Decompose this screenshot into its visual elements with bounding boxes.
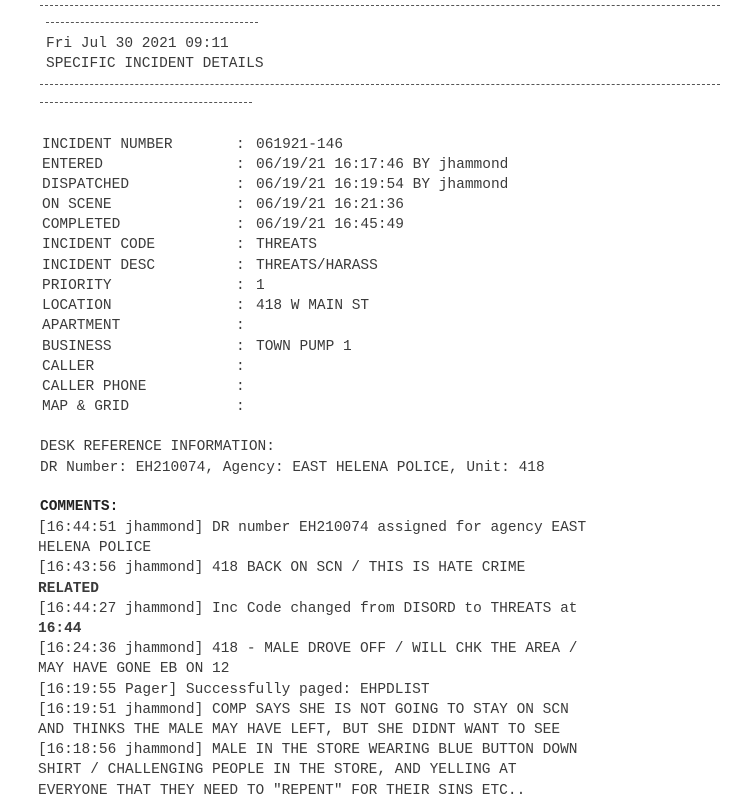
comment-line: HELENA POLICE (38, 540, 152, 557)
colon: : (236, 318, 245, 334)
comment-line: RELATED (38, 580, 99, 597)
value-on-scene: 06/19/21 16:21:36 (256, 197, 404, 213)
separator-line (40, 102, 252, 103)
comments-list (38, 518, 738, 801)
label-location: LOCATION (42, 298, 112, 314)
label-apartment: APARTMENT (42, 318, 121, 334)
comment-line: [16:19:55 Pager] Successfully paged: EHPDLIST (38, 681, 430, 698)
label-incident-code: INCIDENT CODE (42, 237, 156, 253)
comment-line: [16:19:51 jhammond] COMP SAYS SHE IS NOT GOING TO STAY ON SCN (38, 701, 569, 718)
label-caller: CALLER (42, 359, 95, 375)
colon: : (236, 379, 245, 395)
comment-line: [16:43:56 jhammond] 418 BACK ON SCN / THIS IS HATE CRIME (38, 560, 526, 577)
value-incident-code: THREATS (256, 237, 317, 253)
comment-line: [16:24:36 jhammond] 418 - MALE DROVE OFF / WILL CHK THE AREA / (38, 641, 578, 658)
colon: : (236, 359, 245, 375)
value-incident-desc: THREATS/HARASS (256, 258, 378, 274)
report-date: Fri Jul 30 2021 09:11 (46, 36, 229, 52)
value-priority: 1 (256, 278, 265, 294)
label-on-scene: ON SCENE (42, 197, 112, 213)
separator-line (40, 5, 720, 6)
label-completed: COMPLETED (42, 217, 121, 233)
value-dispatched: 06/19/21 16:19:54 BY jhammond (256, 177, 509, 193)
colon: : (236, 137, 245, 153)
colon: : (236, 237, 245, 253)
label-incident-number: INCIDENT NUMBER (42, 137, 173, 153)
value-entered: 06/19/21 16:17:46 BY jhammond (256, 157, 509, 173)
desk-reference-heading: DESK REFERENCE INFORMATION: (40, 439, 275, 455)
comment-line: EVERYONE THAT THEY NEED TO "REPENT" FOR THEIR SINS ETC.. (38, 782, 526, 799)
comment-line: [16:18:56 jhammond] MALE IN THE STORE WEARING BLUE BUTTON DOWN (38, 742, 578, 759)
comment-line: [16:44:27 jhammond] Inc Code changed from DISORD to THREATS at (38, 600, 578, 617)
colon: : (236, 217, 245, 233)
label-incident-desc: INCIDENT DESC (42, 258, 156, 274)
desk-reference-line: DR Number: EH210074, Agency: EAST HELENA POLICE, Unit: 418 (40, 460, 545, 476)
colon: : (236, 157, 245, 173)
colon: : (236, 278, 245, 294)
label-caller-phone: CALLER PHONE (42, 379, 147, 395)
value-incident-number: 061921-146 (256, 137, 344, 153)
comments-heading: COMMENTS: (40, 499, 119, 515)
colon: : (236, 399, 245, 415)
colon: : (236, 177, 245, 193)
colon: : (236, 339, 245, 355)
value-location: 418 W MAIN ST (256, 298, 370, 314)
comment-line: [16:44:51 jhammond] DR number EH210074 assigned for agency EAST (38, 520, 587, 536)
report-title: SPECIFIC INCIDENT DETAILS (46, 56, 264, 72)
comment-line: AND THINKS THE MALE MAY HAVE LEFT, BUT SHE DIDNT WANT TO SEE (38, 722, 561, 739)
comment-line: SHIRT / CHALLENGING PEOPLE IN THE STORE, AND YELLING AT (38, 762, 517, 779)
separator-line (46, 22, 258, 23)
colon: : (236, 197, 245, 213)
comment-line: 16:44 (38, 621, 82, 638)
label-entered: ENTERED (42, 157, 103, 173)
comment-line: MAY HAVE GONE EB ON 12 (38, 661, 230, 678)
colon: : (236, 298, 245, 314)
label-dispatched: DISPATCHED (42, 177, 130, 193)
separator-line (40, 84, 720, 85)
label-map-grid: MAP & GRID (42, 399, 130, 415)
label-priority: PRIORITY (42, 278, 112, 294)
label-business: BUSINESS (42, 339, 112, 355)
value-business: TOWN PUMP 1 (256, 339, 352, 355)
colon: : (236, 258, 245, 274)
value-completed: 06/19/21 16:45:49 (256, 217, 404, 233)
